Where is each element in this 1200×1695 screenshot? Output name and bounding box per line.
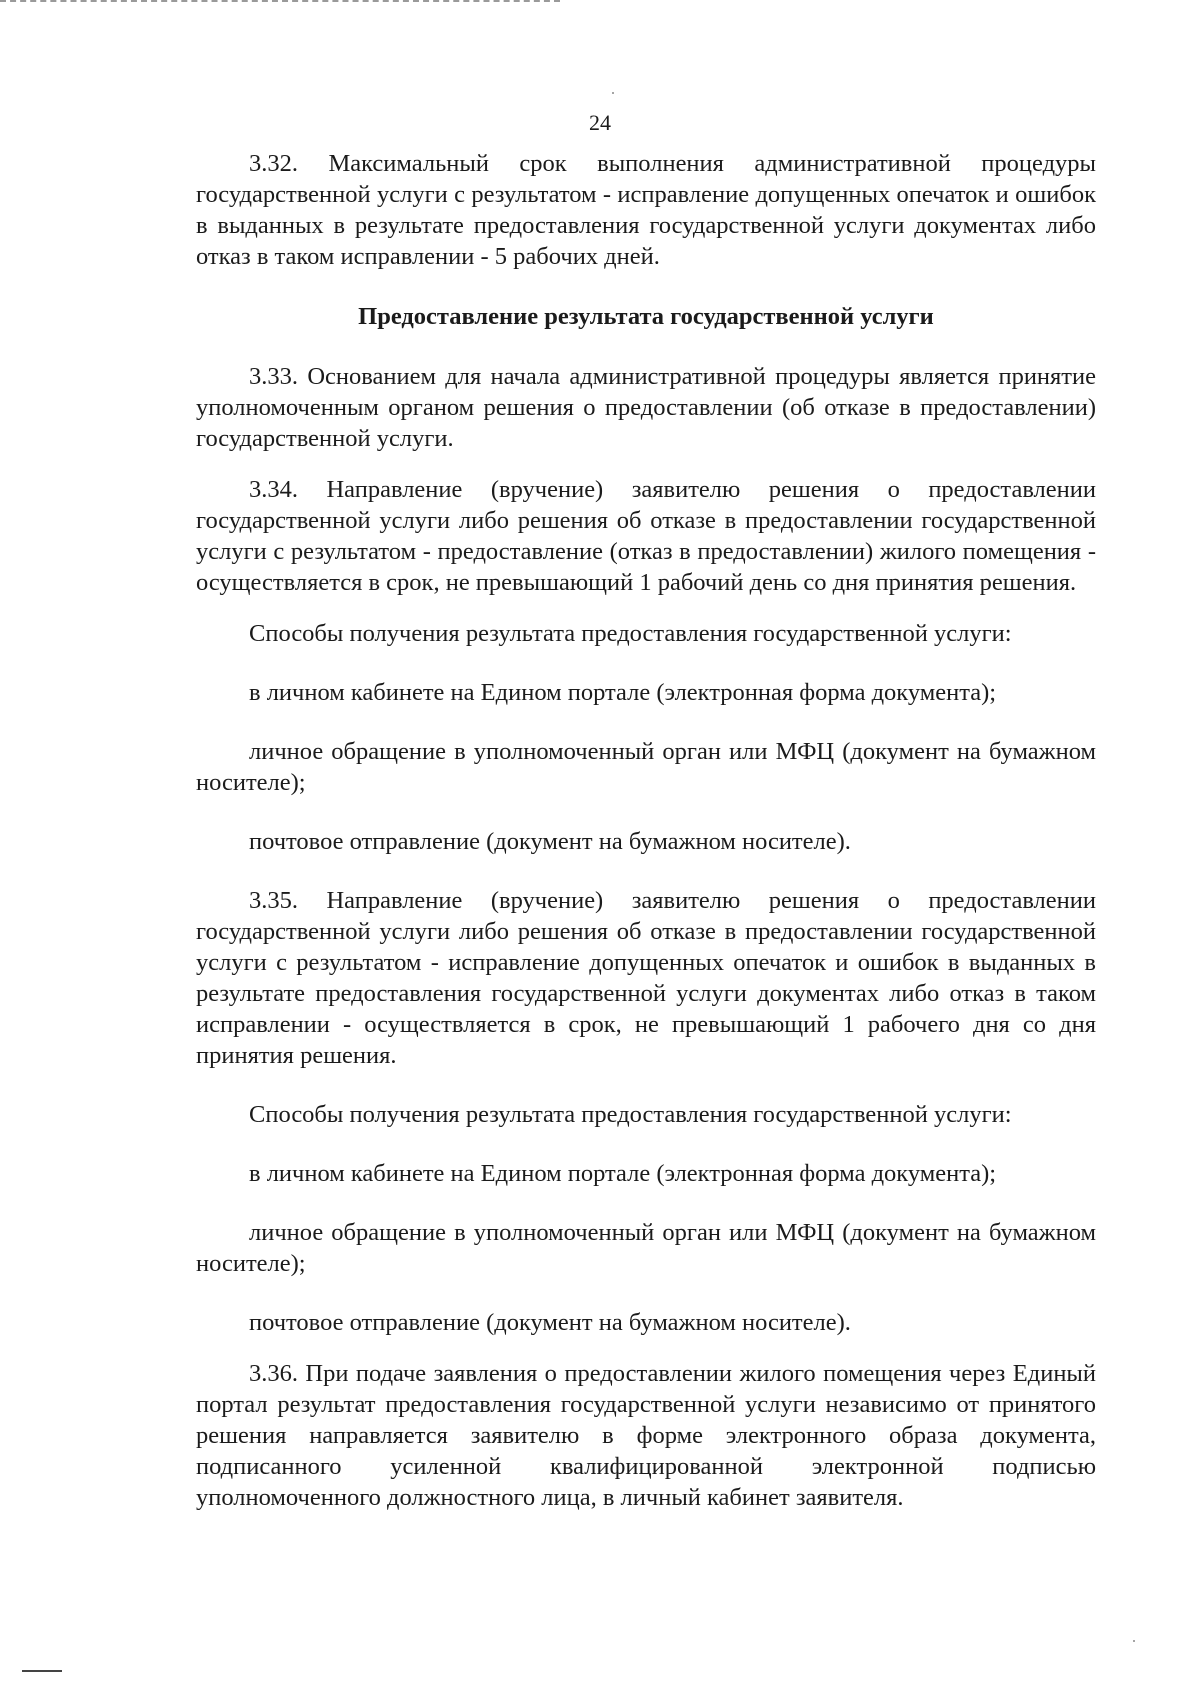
methods-intro: Способы получения результата предоставления государственной услуги: (249, 620, 1012, 647)
paragraph-3-32: 3.32. Максимальный срок выполнения административной процедуры государственной услуги с результатом - исправление допущенных опечаток и ошибок в выданных в результате предоставления государственной услуги документах либо отказ в таком исправлении - 5 рабочих дней. (196, 150, 1096, 270)
scan-edge-top (0, 0, 560, 2)
paragraph-3-33: 3.33. Основанием для начала административной процедуры является принятие уполномоченным органом решения о предоставлении (об отказе в предоставлении) государственной услуги. (196, 363, 1096, 452)
scan-speck (612, 92, 614, 94)
scan-edge-bottom (22, 1670, 62, 1672)
section-heading: Предоставление результата государственной услуги (358, 303, 934, 330)
method-portal: в личном кабинете на Едином портале (электронная форма документа); (249, 679, 997, 706)
method-portal: в личном кабинете на Едином портале (электронная форма документа); (249, 1160, 997, 1187)
method-personal: личное обращение в уполномоченный орган или МФЦ (документ на бумажном носителе); (196, 738, 1096, 796)
method-mail: почтовое отправление (документ на бумажном носителе). (249, 1309, 851, 1336)
methods-intro: Способы получения результата предоставления государственной услуги: (249, 1101, 1012, 1128)
paragraph-3-36: 3.36. При подаче заявления о предоставлении жилого помещения через Единый портал результат предоставления государственной услуги независимо от принятого решения направляется заявителю в форме электронного образа документа, подписанного усиленной квалифицированной электронной подписью уполномоченного должностного лица, в личный кабинет заявителя. (196, 1360, 1096, 1511)
method-mail: почтовое отправление (документ на бумажном носителе). (249, 828, 851, 855)
method-personal: личное обращение в уполномоченный орган или МФЦ (документ на бумажном носителе); (196, 1219, 1096, 1277)
scan-speck (1133, 1640, 1135, 1642)
document-body (196, 148, 1096, 1513)
paragraph-3-34: 3.34. Направление (вручение) заявителю решения о предоставлении государственной услуги либо решения об отказе в предоставлении государственной услуги с результатом - предоставление (отказ в предоставлении) жилого помещения - осуществляется в срок, не превышающий 1 рабочий день со дня принятия решения. (196, 476, 1096, 596)
page-number: 24 (589, 110, 611, 135)
paragraph-3-35: 3.35. Направление (вручение) заявителю решения о предоставлении государственной услуги либо решения об отказе в предоставлении государственной услуги с результатом - исправление допущенных опечаток и ошибок в выданных в результате предоставления государственной услуги документах либо отказ в таком исправлении - осуществляется в срок, не превышающий 1 рабочего дня со дня принятия решения. (196, 887, 1096, 1069)
